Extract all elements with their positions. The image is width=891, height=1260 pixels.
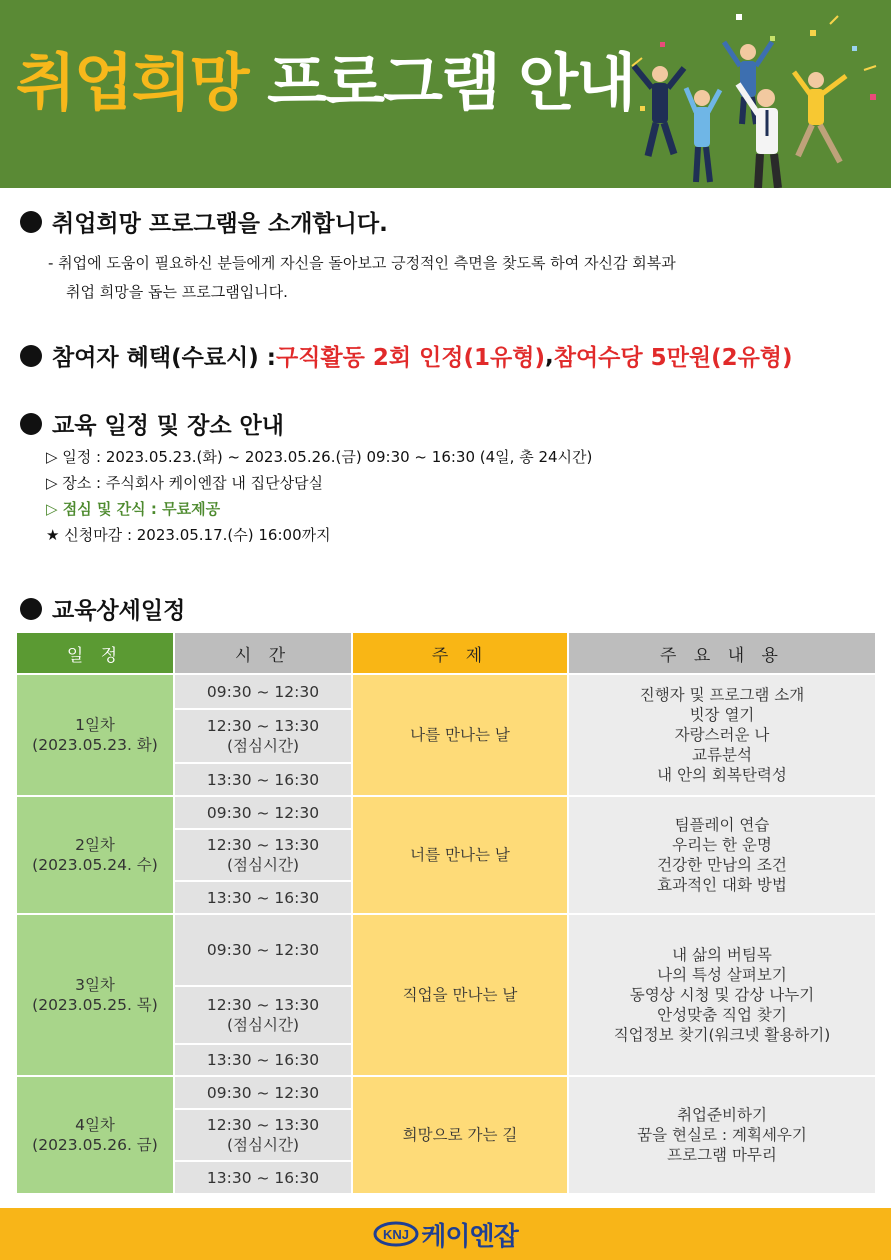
schedule-section: [20, 407, 284, 440]
bullet-icon: [20, 413, 42, 435]
logo-mark-text: KNJ: [383, 1227, 410, 1242]
content-item: 빗장 열기: [689, 706, 755, 724]
column-header-day: 일 정: [16, 632, 174, 674]
content-item: 효과적인 대화 방법: [657, 876, 787, 894]
content-item: 나의 특성 살펴보기: [657, 966, 787, 984]
time-cell: 09:30 ~ 12:30: [174, 1076, 352, 1109]
day-date: (2023.05.26. 금): [32, 1136, 158, 1154]
topic-cell: 직업을 만나는 날: [352, 914, 568, 1076]
content-item: 우리는 한 운명: [672, 836, 772, 854]
time-cell: 09:30 ~ 12:30: [174, 914, 352, 986]
day-cell: [16, 796, 174, 914]
day-label: 3일차: [75, 976, 115, 994]
bullet-icon: [20, 211, 42, 233]
time-cell: [174, 829, 352, 881]
schedule-deadline: ★ 신청마감 : 2023.05.17.(수) 16:00까지: [46, 526, 331, 544]
benefit-highlight-1: 구직활동 2회 인정(1유형): [275, 345, 545, 371]
intro-heading: [20, 205, 388, 238]
time-cell: [174, 709, 352, 763]
bullet-icon: [20, 598, 42, 620]
time-cell: 09:30 ~ 12:30: [174, 796, 352, 829]
benefit-heading: [20, 339, 793, 372]
time-note: (점심시간): [227, 737, 299, 755]
benefit-section: [20, 339, 793, 372]
time-range: 12:30 ~ 13:30: [206, 1116, 320, 1134]
time-cell: [174, 1109, 352, 1161]
content-cell: [568, 674, 876, 796]
table-row: [16, 674, 876, 709]
bullet-icon: [20, 345, 42, 367]
detail-section: [20, 592, 185, 625]
logo-text: 케이엔잡: [421, 1221, 518, 1252]
day-date: (2023.05.24. 수): [32, 856, 158, 874]
benefit-heading-text: 참여자 혜택(수료시) :: [52, 345, 276, 371]
title-part-1: 취업희망: [16, 46, 248, 119]
knj-logo-icon: [373, 1219, 419, 1249]
schedule-period: ▷ 일정 : 2023.05.23.(화) ~ 2023.05.26.(금) 09:30 ~ 16:30 (4일, 총 24시간): [46, 448, 593, 466]
content-item: 자랑스러운 나: [674, 726, 770, 744]
day-date: (2023.05.23. 화): [32, 736, 158, 754]
time-range: 12:30 ~ 13:30: [206, 836, 320, 854]
time-cell: 13:30 ~ 16:30: [174, 1044, 352, 1076]
schedule-table: [15, 631, 877, 1195]
celebrating-people-illustration: [620, 6, 885, 188]
content-item: 동영상 시청 및 감상 나누기: [629, 986, 815, 1004]
time-range: 12:30 ~ 13:30: [206, 717, 320, 735]
day-label: 4일차: [75, 1116, 115, 1134]
time-note: (점심시간): [227, 1016, 299, 1034]
intro-section: [20, 205, 388, 238]
footer-bar: [0, 1208, 891, 1260]
time-range: 12:30 ~ 13:30: [206, 996, 320, 1014]
topic-cell: 희망으로 가는 길: [352, 1076, 568, 1194]
benefit-highlight-2: 참여수당 5만원(2유형): [553, 345, 793, 371]
content-item: 취업준비하기: [677, 1106, 767, 1124]
content-cell: [568, 796, 876, 914]
content-item: 내 삶의 버팀목: [672, 946, 772, 964]
intro-heading-text: 취업희망 프로그램을 소개합니다.: [52, 211, 388, 237]
intro-line-2: 취업 희망을 돕는 프로그램입니다.: [66, 283, 288, 301]
company-logo: [373, 1216, 517, 1253]
time-note: (점심시간): [227, 1136, 299, 1154]
time-cell: 09:30 ~ 12:30: [174, 674, 352, 709]
schedule-list: [46, 444, 592, 548]
content-item: 내 안의 회복탄력성: [657, 766, 787, 784]
header-banner: [0, 0, 891, 188]
detail-heading-text: 교육상세일정: [52, 598, 186, 624]
time-note: (점심시간): [227, 856, 299, 874]
content-item: 안성맞춤 직업 찾기: [657, 1006, 787, 1024]
column-header-time: 시 간: [174, 632, 352, 674]
table-row: [16, 1076, 876, 1109]
time-cell: 13:30 ~ 16:30: [174, 1161, 352, 1194]
topic-cell: 너를 만나는 날: [352, 796, 568, 914]
content-item: 꿈을 현실로 : 계획세우기: [637, 1126, 807, 1144]
day-date: (2023.05.25. 목): [32, 996, 158, 1014]
content-item: 진행자 및 프로그램 소개: [639, 686, 805, 704]
day-cell: [16, 1076, 174, 1194]
time-cell: [174, 986, 352, 1044]
table-row: [16, 914, 876, 986]
page-title: [16, 46, 635, 119]
intro-line-1: - 취업에 도움이 필요하신 분들에게 자신을 돌아보고 긍정적인 측면을 찾도록 하여 자신감 회복과: [48, 254, 676, 272]
table-row: [16, 796, 876, 829]
content-item: 건강한 만남의 조건: [657, 856, 787, 874]
content-cell: [568, 1076, 876, 1194]
content-item: 팀플레이 연습: [674, 816, 770, 834]
column-header-content: 주 요 내 용: [568, 632, 876, 674]
content-item: 교류분석: [692, 746, 752, 764]
day-label: 2일차: [75, 836, 115, 854]
content-cell: [568, 914, 876, 1076]
detail-heading: [20, 592, 185, 625]
content-item: 직업정보 찾기(워크넷 활용하기): [613, 1026, 831, 1044]
table-header-row: [16, 632, 876, 674]
benefit-separator: ,: [545, 342, 554, 369]
day-cell: [16, 674, 174, 796]
title-part-2: 프로그램 안내: [267, 46, 635, 119]
schedule-heading: [20, 407, 284, 440]
schedule-heading-text: 교육 일정 및 장소 안내: [52, 413, 284, 439]
content-item: 프로그램 마무리: [667, 1146, 777, 1164]
day-cell: [16, 914, 174, 1076]
time-cell: 13:30 ~ 16:30: [174, 763, 352, 796]
time-cell: 13:30 ~ 16:30: [174, 881, 352, 914]
day-label: 1일차: [75, 716, 115, 734]
topic-cell: 나를 만나는 날: [352, 674, 568, 796]
schedule-meal: ▷ 점심 및 간식 : 무료제공: [46, 500, 221, 518]
column-header-topic: 주 제: [352, 632, 568, 674]
schedule-place: ▷ 장소 : 주식회사 케이엔잡 내 집단상담실: [46, 474, 324, 492]
